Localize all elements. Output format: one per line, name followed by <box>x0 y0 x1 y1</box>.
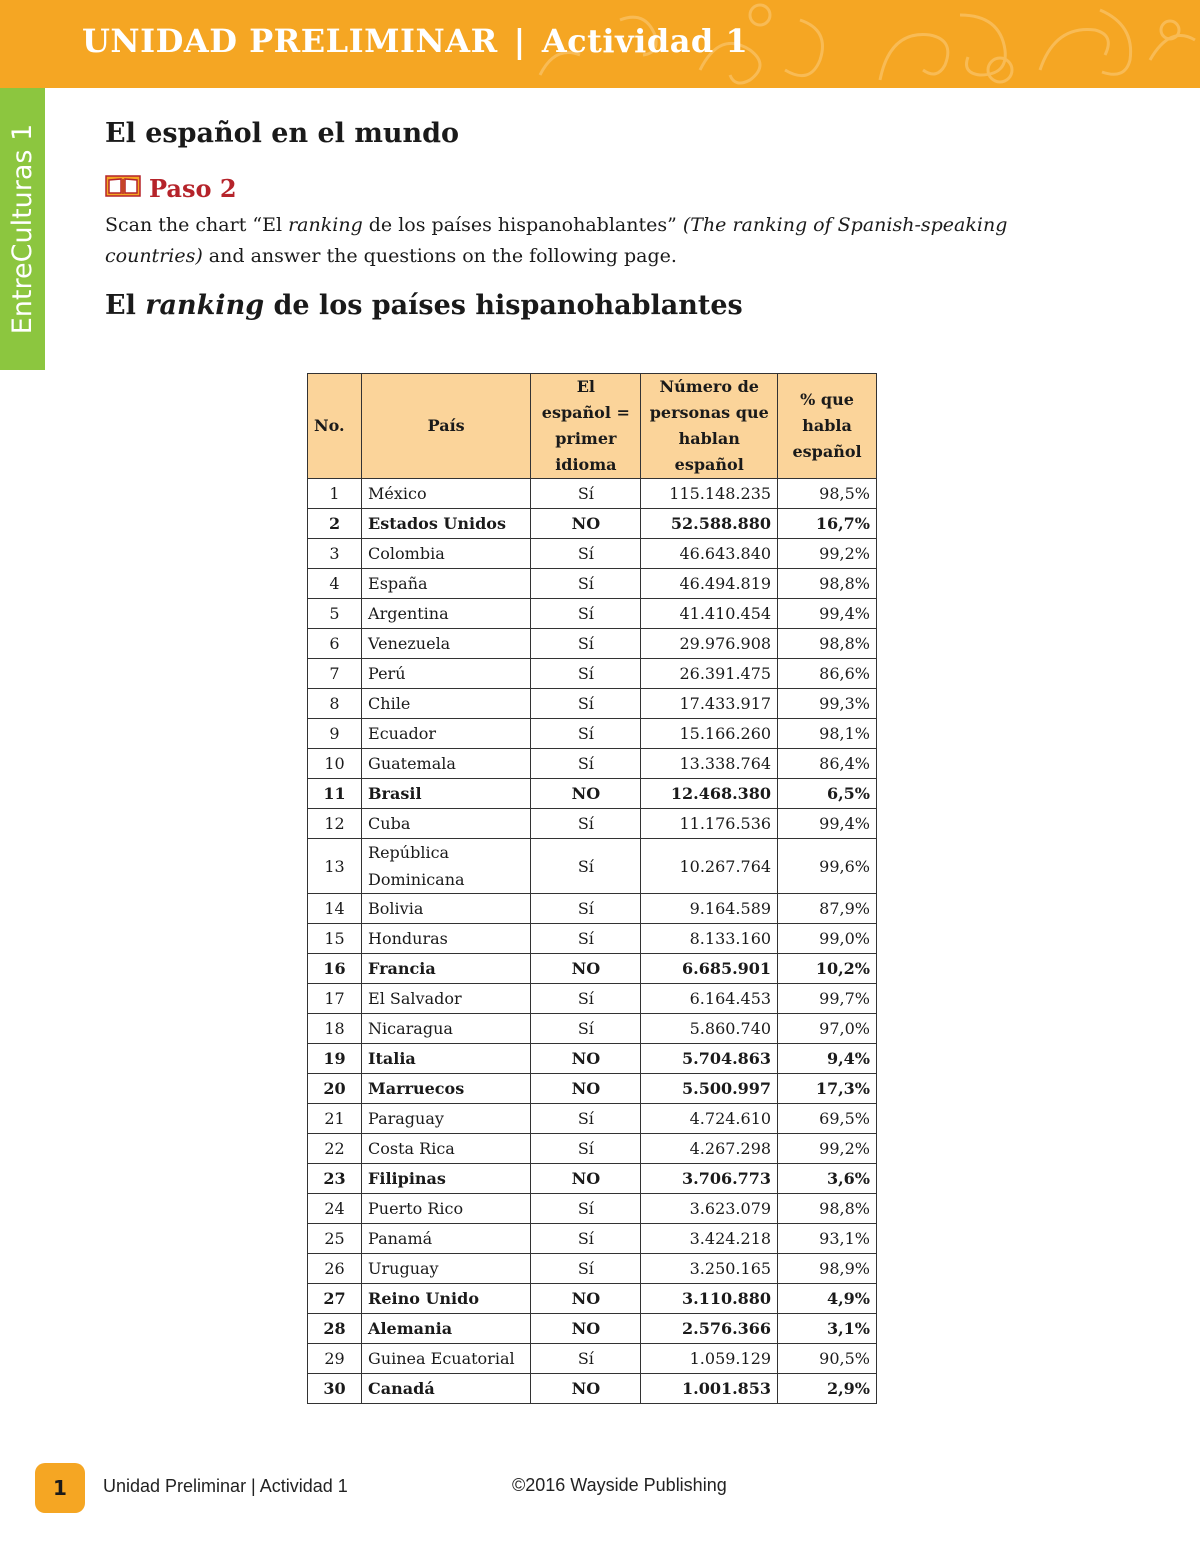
cell-pais: México <box>362 479 531 509</box>
cell-idioma: Sí <box>531 749 641 779</box>
table-row <box>308 689 877 719</box>
cell-no: 30 <box>308 1374 362 1404</box>
cell-no: 19 <box>308 1044 362 1074</box>
cell-idioma: Sí <box>531 659 641 689</box>
cell-porcentaje: 3,1% <box>778 1314 877 1344</box>
table-row <box>308 599 877 629</box>
cell-no: 16 <box>308 954 362 984</box>
cell-pais: Italia <box>362 1044 531 1074</box>
cell-numero: 46.643.840 <box>641 539 778 569</box>
cell-porcentaje: 86,6% <box>778 659 877 689</box>
cell-porcentaje: 99,2% <box>778 539 877 569</box>
ranking-title-b: ranking <box>145 290 265 321</box>
cell-pais: Nicaragua <box>362 1014 531 1044</box>
table-row <box>308 479 877 509</box>
cell-no: 15 <box>308 924 362 954</box>
header-idioma-line: español = <box>541 403 630 422</box>
cell-no: 18 <box>308 1014 362 1044</box>
cell-pais: Perú <box>362 659 531 689</box>
side-tab-label: EntreCulturas 1 <box>7 123 38 335</box>
header-pais: País <box>362 374 531 479</box>
cell-pais: Puerto Rico <box>362 1194 531 1224</box>
cell-porcentaje: 16,7% <box>778 509 877 539</box>
cell-numero: 26.391.475 <box>641 659 778 689</box>
cell-pais: Costa Rica <box>362 1134 531 1164</box>
cell-no: 1 <box>308 479 362 509</box>
intro-part-b: ranking <box>288 214 363 236</box>
activity-label: Actividad 1 <box>541 22 749 60</box>
cell-pais: Canadá <box>362 1374 531 1404</box>
cell-porcentaje: 69,5% <box>778 1104 877 1134</box>
cell-porcentaje: 17,3% <box>778 1074 877 1104</box>
cell-no: 12 <box>308 809 362 839</box>
table-row <box>308 809 877 839</box>
cell-numero: 52.588.880 <box>641 509 778 539</box>
header-separator: | <box>513 22 526 60</box>
intro-part-e: and answer the questions on the following page. <box>202 245 677 267</box>
cell-pais: Argentina <box>362 599 531 629</box>
header-banner <box>0 0 1200 88</box>
cell-no: 27 <box>308 1284 362 1314</box>
table-row <box>308 1014 877 1044</box>
cell-no: 7 <box>308 659 362 689</box>
cell-idioma: NO <box>531 954 641 984</box>
cell-porcentaje: 93,1% <box>778 1224 877 1254</box>
cell-no: 9 <box>308 719 362 749</box>
cell-pais: República Dominicana <box>362 839 531 894</box>
header-idioma-line: primer <box>555 429 617 448</box>
cell-no: 24 <box>308 1194 362 1224</box>
cell-porcentaje: 4,9% <box>778 1284 877 1314</box>
cell-numero: 1.001.853 <box>641 1374 778 1404</box>
cell-porcentaje: 98,8% <box>778 629 877 659</box>
cell-numero: 3.250.165 <box>641 1254 778 1284</box>
cell-porcentaje: 6,5% <box>778 779 877 809</box>
footer-copyright: ©2016 Wayside Publishing <box>512 1475 727 1495</box>
cell-pais: Colombia <box>362 539 531 569</box>
table-row <box>308 629 877 659</box>
instructions <box>105 210 1065 272</box>
cell-no: 5 <box>308 599 362 629</box>
cell-numero: 13.338.764 <box>641 749 778 779</box>
cell-numero: 1.059.129 <box>641 1344 778 1374</box>
table-row <box>308 984 877 1014</box>
cell-numero: 46.494.819 <box>641 569 778 599</box>
table-row <box>308 1074 877 1104</box>
cell-idioma: Sí <box>531 1104 641 1134</box>
cell-no: 26 <box>308 1254 362 1284</box>
header-numero-line: Número de <box>659 377 759 396</box>
cell-idioma: NO <box>531 1374 641 1404</box>
cell-porcentaje: 3,6% <box>778 1164 877 1194</box>
cell-porcentaje: 98,8% <box>778 1194 877 1224</box>
cell-porcentaje: 9,4% <box>778 1044 877 1074</box>
cell-numero: 3.706.773 <box>641 1164 778 1194</box>
cell-numero: 3.424.218 <box>641 1224 778 1254</box>
cell-porcentaje: 10,2% <box>778 954 877 984</box>
header-idioma-line: El <box>576 377 595 396</box>
table-row <box>308 924 877 954</box>
cell-pais: Guinea Ecuatorial <box>362 1344 531 1374</box>
cell-idioma: Sí <box>531 1194 641 1224</box>
cell-numero: 115.148.235 <box>641 479 778 509</box>
cell-idioma: Sí <box>531 984 641 1014</box>
cell-porcentaje: 87,9% <box>778 894 877 924</box>
intro-part-d: (The ranking of Spanish-speaking countries) <box>105 214 1008 267</box>
section-title: El español en el mundo <box>105 118 460 149</box>
cell-no: 28 <box>308 1314 362 1344</box>
header-numero <box>641 374 778 479</box>
cell-numero: 3.623.079 <box>641 1194 778 1224</box>
cell-no: 11 <box>308 779 362 809</box>
cell-idioma: Sí <box>531 629 641 659</box>
table-row <box>308 1284 877 1314</box>
cell-pais: Honduras <box>362 924 531 954</box>
cell-idioma: NO <box>531 1284 641 1314</box>
cell-numero: 5.500.997 <box>641 1074 778 1104</box>
step-heading <box>105 174 237 203</box>
cell-pais: Venezuela <box>362 629 531 659</box>
cell-idioma: Sí <box>531 839 641 894</box>
cell-no: 21 <box>308 1104 362 1134</box>
cell-porcentaje: 86,4% <box>778 749 877 779</box>
cell-no: 3 <box>308 539 362 569</box>
cell-idioma: Sí <box>531 569 641 599</box>
table-row <box>308 1164 877 1194</box>
cell-pais: Reino Unido <box>362 1284 531 1314</box>
cell-idioma: Sí <box>531 539 641 569</box>
ranking-table <box>307 373 877 1404</box>
header-numero-line: personas que <box>649 403 769 422</box>
cell-numero: 4.724.610 <box>641 1104 778 1134</box>
cell-pais: Brasil <box>362 779 531 809</box>
cell-idioma: NO <box>531 509 641 539</box>
cell-idioma: Sí <box>531 1014 641 1044</box>
table-row <box>308 1104 877 1134</box>
header-numero-line: hablan español <box>674 429 744 474</box>
cell-numero: 41.410.454 <box>641 599 778 629</box>
cell-idioma: NO <box>531 1314 641 1344</box>
cell-pais: Guatemala <box>362 749 531 779</box>
table-row <box>308 749 877 779</box>
cell-porcentaje: 99,4% <box>778 599 877 629</box>
table-row <box>308 894 877 924</box>
cell-no: 2 <box>308 509 362 539</box>
cell-numero: 29.976.908 <box>641 629 778 659</box>
table-row <box>308 659 877 689</box>
cell-numero: 5.704.863 <box>641 1044 778 1074</box>
cell-porcentaje: 99,2% <box>778 1134 877 1164</box>
cell-numero: 17.433.917 <box>641 689 778 719</box>
cell-numero: 9.164.589 <box>641 894 778 924</box>
cell-pais: Chile <box>362 689 531 719</box>
cell-porcentaje: 98,1% <box>778 719 877 749</box>
table-row <box>308 839 877 894</box>
cell-porcentaje: 97,0% <box>778 1014 877 1044</box>
ranking-title <box>105 290 743 321</box>
cell-no: 14 <box>308 894 362 924</box>
cell-numero: 11.176.536 <box>641 809 778 839</box>
header-pct-line: español <box>792 442 862 461</box>
cell-no: 10 <box>308 749 362 779</box>
cell-pais: Alemania <box>362 1314 531 1344</box>
header-pct-line: % que <box>800 390 854 409</box>
cell-porcentaje: 98,5% <box>778 479 877 509</box>
cell-no: 25 <box>308 1224 362 1254</box>
cell-idioma: NO <box>531 1044 641 1074</box>
cell-no: 6 <box>308 629 362 659</box>
header-no: No. <box>308 374 362 479</box>
cell-numero: 15.166.260 <box>641 719 778 749</box>
ranking-title-c: de los países hispanohablantes <box>264 290 743 321</box>
header-idioma-line: idioma <box>555 455 617 474</box>
cell-numero: 6.685.901 <box>641 954 778 984</box>
cell-idioma: NO <box>531 1074 641 1104</box>
ranking-title-a: El <box>105 290 146 321</box>
intro-part-c: de los países hispanohablantes” <box>362 214 683 236</box>
table-row <box>308 779 877 809</box>
table-row <box>308 1224 877 1254</box>
book-icon <box>105 174 141 203</box>
cell-idioma: Sí <box>531 1344 641 1374</box>
cell-pais: España <box>362 569 531 599</box>
cell-pais: Francia <box>362 954 531 984</box>
step-label: Paso 2 <box>149 174 237 203</box>
cell-no: 20 <box>308 1074 362 1104</box>
cell-numero: 5.860.740 <box>641 1014 778 1044</box>
cell-idioma: Sí <box>531 924 641 954</box>
cell-pais: Panamá <box>362 1224 531 1254</box>
table-row <box>308 1044 877 1074</box>
cell-porcentaje: 98,8% <box>778 569 877 599</box>
cell-idioma: NO <box>531 779 641 809</box>
cell-no: 22 <box>308 1134 362 1164</box>
cell-pais: Ecuador <box>362 719 531 749</box>
unit-label: UNIDAD PRELIMINAR <box>82 22 498 60</box>
cell-porcentaje: 90,5% <box>778 1344 877 1374</box>
cell-idioma: Sí <box>531 809 641 839</box>
cell-pais: Bolivia <box>362 894 531 924</box>
cell-numero: 12.468.380 <box>641 779 778 809</box>
cell-idioma: Sí <box>531 894 641 924</box>
cell-idioma: Sí <box>531 689 641 719</box>
table-row <box>308 1374 877 1404</box>
cell-idioma: Sí <box>531 599 641 629</box>
cell-idioma: Sí <box>531 479 641 509</box>
cell-porcentaje: 99,3% <box>778 689 877 719</box>
cell-idioma: NO <box>531 1164 641 1194</box>
header-primer-idioma <box>531 374 641 479</box>
cell-numero: 3.110.880 <box>641 1284 778 1314</box>
table-row <box>308 1134 877 1164</box>
cell-no: 29 <box>308 1344 362 1374</box>
cell-idioma: Sí <box>531 1134 641 1164</box>
cell-pais: Filipinas <box>362 1164 531 1194</box>
cell-pais: Paraguay <box>362 1104 531 1134</box>
table-header-row <box>308 374 877 479</box>
cell-porcentaje: 99,6% <box>778 839 877 894</box>
cell-numero: 4.267.298 <box>641 1134 778 1164</box>
table-row <box>308 719 877 749</box>
table-row <box>308 1254 877 1284</box>
table-body <box>308 479 877 1404</box>
cell-porcentaje: 99,4% <box>778 809 877 839</box>
page-number: 1 <box>35 1463 85 1513</box>
cell-pais: El Salvador <box>362 984 531 1014</box>
table-row <box>308 539 877 569</box>
cell-no: 13 <box>308 839 362 894</box>
cell-no: 8 <box>308 689 362 719</box>
table-row <box>308 569 877 599</box>
table-row <box>308 954 877 984</box>
cell-pais: Cuba <box>362 809 531 839</box>
cell-idioma: Sí <box>531 1224 641 1254</box>
footer-activity: Unidad Preliminar | Actividad 1 <box>103 1476 348 1496</box>
cell-pais: Estados Unidos <box>362 509 531 539</box>
header-pct-line: habla <box>802 416 852 435</box>
cell-porcentaje: 99,0% <box>778 924 877 954</box>
cell-numero: 2.576.366 <box>641 1314 778 1344</box>
cell-pais: Marruecos <box>362 1074 531 1104</box>
cell-no: 4 <box>308 569 362 599</box>
cell-numero: 8.133.160 <box>641 924 778 954</box>
table-row <box>308 1194 877 1224</box>
table-row <box>308 1344 877 1374</box>
table-row <box>308 1314 877 1344</box>
cell-numero: 10.267.764 <box>641 839 778 894</box>
intro-part-a: Scan the chart “El <box>105 214 289 236</box>
cell-no: 17 <box>308 984 362 1014</box>
cell-pais: Uruguay <box>362 1254 531 1284</box>
cell-numero: 6.164.453 <box>641 984 778 1014</box>
cell-idioma: Sí <box>531 1254 641 1284</box>
cell-porcentaje: 99,7% <box>778 984 877 1014</box>
header-porcentaje <box>778 374 877 479</box>
cell-idioma: Sí <box>531 719 641 749</box>
cell-porcentaje: 98,9% <box>778 1254 877 1284</box>
table-row <box>308 509 877 539</box>
cell-no: 23 <box>308 1164 362 1194</box>
cell-porcentaje: 2,9% <box>778 1374 877 1404</box>
page-header-title <box>82 22 748 60</box>
